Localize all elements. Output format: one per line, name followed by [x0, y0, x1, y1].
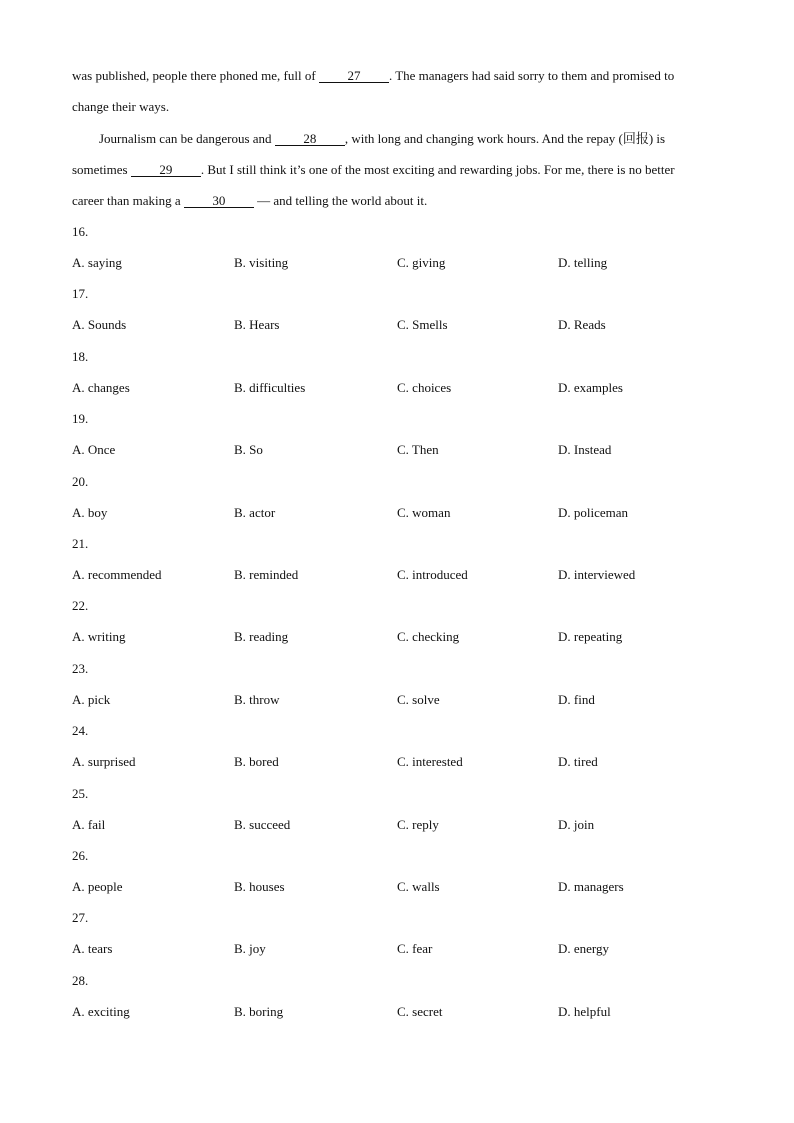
- question-number: 23.: [72, 660, 89, 676]
- passage-line-2: [72, 99, 722, 115]
- passage-line-4: [72, 162, 722, 178]
- question-item: [72, 848, 722, 894]
- option-d: D. tired: [558, 754, 598, 770]
- option-c: C. choices: [397, 379, 452, 395]
- option-a: A. exciting: [72, 1003, 130, 1019]
- option-b: B. boring: [234, 1003, 284, 1019]
- option-b: B. visiting: [234, 255, 289, 270]
- question-item: [72, 910, 722, 957]
- question-number: 17.: [72, 286, 89, 302]
- option-a: A. writing: [72, 629, 126, 645]
- passage-text: . The managers had said sorry to them and promised to: [388, 68, 675, 83]
- question-item: [72, 411, 722, 458]
- option-d: D. telling: [558, 255, 608, 270]
- option-c: C. fear: [397, 941, 433, 957]
- option-a: A. fail: [72, 816, 106, 832]
- option-b: B. reminded: [234, 567, 299, 582]
- question-item: [72, 598, 722, 645]
- option-a: A. saying: [72, 255, 122, 270]
- passage-line-3: [99, 131, 749, 147]
- option-d: D. join: [558, 816, 595, 832]
- blank-29: 29: [131, 163, 201, 177]
- option-a: A. changes: [72, 379, 130, 395]
- option-b: B. houses: [234, 879, 285, 894]
- option-a: A. boy: [72, 504, 108, 520]
- question-item: [72, 660, 722, 707]
- passage-line-5: [72, 193, 722, 209]
- option-b: B. actor: [234, 504, 276, 520]
- question-item: [72, 286, 722, 333]
- question-number: 28.: [72, 972, 89, 988]
- option-c: C. interested: [397, 754, 463, 770]
- option-b: B. reading: [234, 629, 289, 645]
- question-number: 21.: [72, 536, 89, 551]
- question-number: 26.: [72, 848, 89, 863]
- option-d: D. find: [558, 691, 595, 707]
- option-b: B. Hears: [234, 317, 280, 333]
- passage-text: Journalism can be dangerous and: [99, 131, 275, 146]
- option-d: D. managers: [558, 879, 624, 894]
- option-b: B. So: [234, 442, 263, 458]
- question-number: 19.: [72, 411, 89, 427]
- question-item: [72, 723, 722, 770]
- passage-text: change their ways.: [72, 99, 170, 114]
- question-number: 27.: [72, 910, 89, 926]
- option-d: D. repeating: [558, 629, 623, 645]
- option-b: B. joy: [234, 941, 266, 957]
- option-c: C. secret: [397, 1003, 443, 1019]
- question-item: [72, 536, 722, 582]
- option-a: A. people: [72, 879, 123, 894]
- passage-text: . But I still think it’s one of the most exciting and rewarding jobs. For me, there is no better: [200, 162, 675, 177]
- option-c: C. Then: [397, 442, 439, 458]
- option-a: A. pick: [72, 691, 111, 707]
- option-d: D. Reads: [558, 317, 606, 333]
- option-c: C. walls: [397, 879, 440, 894]
- blank-27: 27: [319, 69, 389, 83]
- question-number: 24.: [72, 723, 89, 739]
- question-number: 20.: [72, 473, 89, 489]
- question-number: 16.: [72, 224, 89, 239]
- passage-text: was published, people there phoned me, full of: [72, 68, 319, 83]
- option-b: B. difficulties: [234, 379, 306, 395]
- passage-text: sometimes: [72, 162, 131, 177]
- passage-text: , with long and changing work hours. And the repay (回报) is: [344, 131, 666, 146]
- option-a: A. Once: [72, 442, 116, 458]
- option-d: D. examples: [558, 379, 623, 395]
- option-d: D. interviewed: [558, 567, 636, 582]
- passage-text: career than making a: [72, 193, 184, 208]
- option-d: D. helpful: [558, 1003, 611, 1019]
- option-a: A. surprised: [72, 754, 136, 770]
- option-c: C. solve: [397, 691, 440, 707]
- option-c: C. Smells: [397, 317, 448, 333]
- option-c: C. introduced: [397, 567, 468, 582]
- option-a: A. tears: [72, 941, 113, 957]
- option-c: C. woman: [397, 504, 451, 520]
- blank-28: 28: [275, 132, 345, 146]
- question-number: 22.: [72, 598, 89, 614]
- option-c: C. giving: [397, 255, 446, 270]
- option-a: A. recommended: [72, 567, 162, 582]
- question-item: [72, 473, 722, 520]
- option-d: D. energy: [558, 941, 610, 957]
- question-item: [72, 972, 722, 1019]
- blank-30: 30: [184, 194, 254, 208]
- passage-line-1: [72, 68, 722, 84]
- passage-text: — and telling the world about it.: [253, 193, 428, 208]
- question-item: [72, 348, 722, 395]
- option-d: D. policeman: [558, 504, 629, 520]
- question-item: [72, 785, 722, 832]
- question-item: [72, 224, 722, 270]
- option-b: B. succeed: [234, 816, 291, 832]
- option-a: A. Sounds: [72, 317, 127, 333]
- question-number: 25.: [72, 785, 89, 801]
- question-number: 18.: [72, 348, 89, 364]
- option-d: D. Instead: [558, 442, 612, 458]
- option-c: C. checking: [397, 629, 460, 645]
- option-c: C. reply: [397, 816, 439, 832]
- option-b: B. bored: [234, 754, 279, 770]
- option-b: B. throw: [234, 691, 280, 707]
